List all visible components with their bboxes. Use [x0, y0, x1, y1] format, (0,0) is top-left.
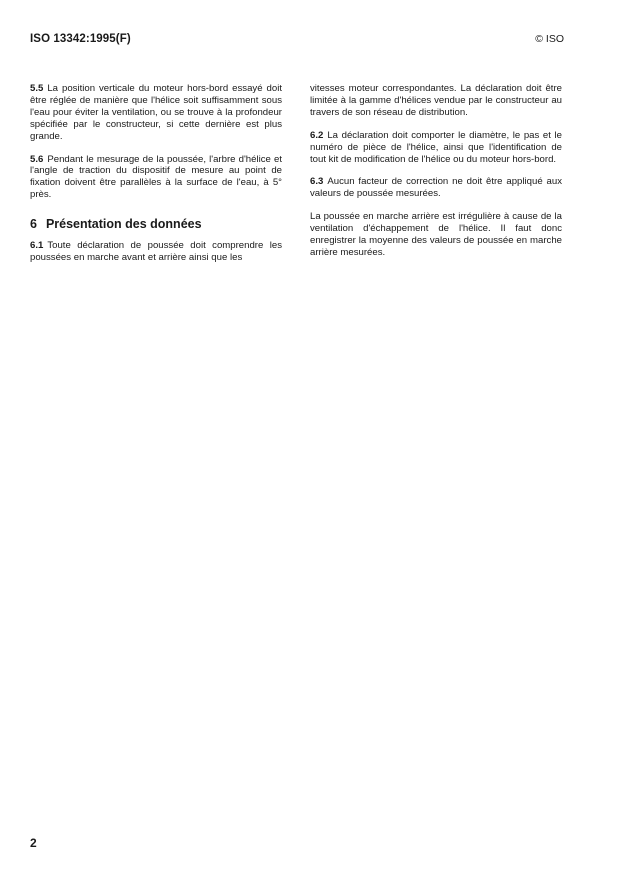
clause-text: Toute déclaration de poussée doit comprendre les poussées en marche avant et arrière ainsi que les [30, 240, 282, 263]
clause-6-1-continued [310, 83, 562, 119]
reverse-thrust-note [310, 211, 562, 259]
clause-number: 6.1 [30, 240, 44, 252]
paragraph-text: La poussée en marche arrière est irrégulière à cause de la ventilation d'échappement de l'hélice. Il faut donc enregistrer la moyenne des valeurs de poussée en marche arrière mesurées. [310, 211, 562, 258]
clause-6-3 [310, 176, 562, 200]
clause-number: 6.3 [310, 176, 324, 188]
clause-6-1 [30, 240, 282, 264]
copyright-notice: © ISO [535, 33, 564, 45]
clause-text: vitesses moteur correspondantes. La déclaration doit être limitée à la gamme d'hélices vendue par le constructeur au travers de son réseau de distribution. [310, 83, 562, 118]
right-column [310, 83, 562, 270]
section-number: 6 [30, 217, 37, 232]
clause-number: 5.5 [30, 83, 44, 94]
document-id: ISO 13342:1995(F) [30, 33, 131, 45]
clause-number: 6.2 [310, 129, 324, 141]
section-title: Présentation des données [45, 217, 202, 232]
clause-text: La déclaration doit comporter le diamètre, le pas et le numéro de pièce de l'hélice, ainsi que l'identification de tout kit de modification de l'hélice ou du moteur hors-bord. [310, 129, 562, 165]
page-number: 2 [30, 836, 37, 850]
clause-text: Pendant le mesurage de la poussée, l'arbre d'hélice et l'angle de traction du dispositif de mesure au point de fixation doivent être parallèles à la surface de l'eau, à 5° près. [30, 153, 282, 201]
clause-number: 5.6 [30, 153, 44, 165]
section-6-heading [30, 219, 282, 231]
clause-text: Aucun facteur de correction ne doit être appliqué aux valeurs de poussée mesurées. [310, 176, 562, 200]
clause-5-5 [30, 83, 282, 143]
clause-text: La position verticale du moteur hors-bord essayé doit être réglée de manière que l'hélice soit suffisamment sous l'eau pour éviter la ventilation, ou se trouve à la profondeur spécifiée par le constructeur, si cette dernière est plus grande. [30, 83, 282, 142]
left-column [30, 83, 282, 275]
clause-5-6 [30, 154, 282, 202]
clause-6-2 [310, 130, 562, 166]
